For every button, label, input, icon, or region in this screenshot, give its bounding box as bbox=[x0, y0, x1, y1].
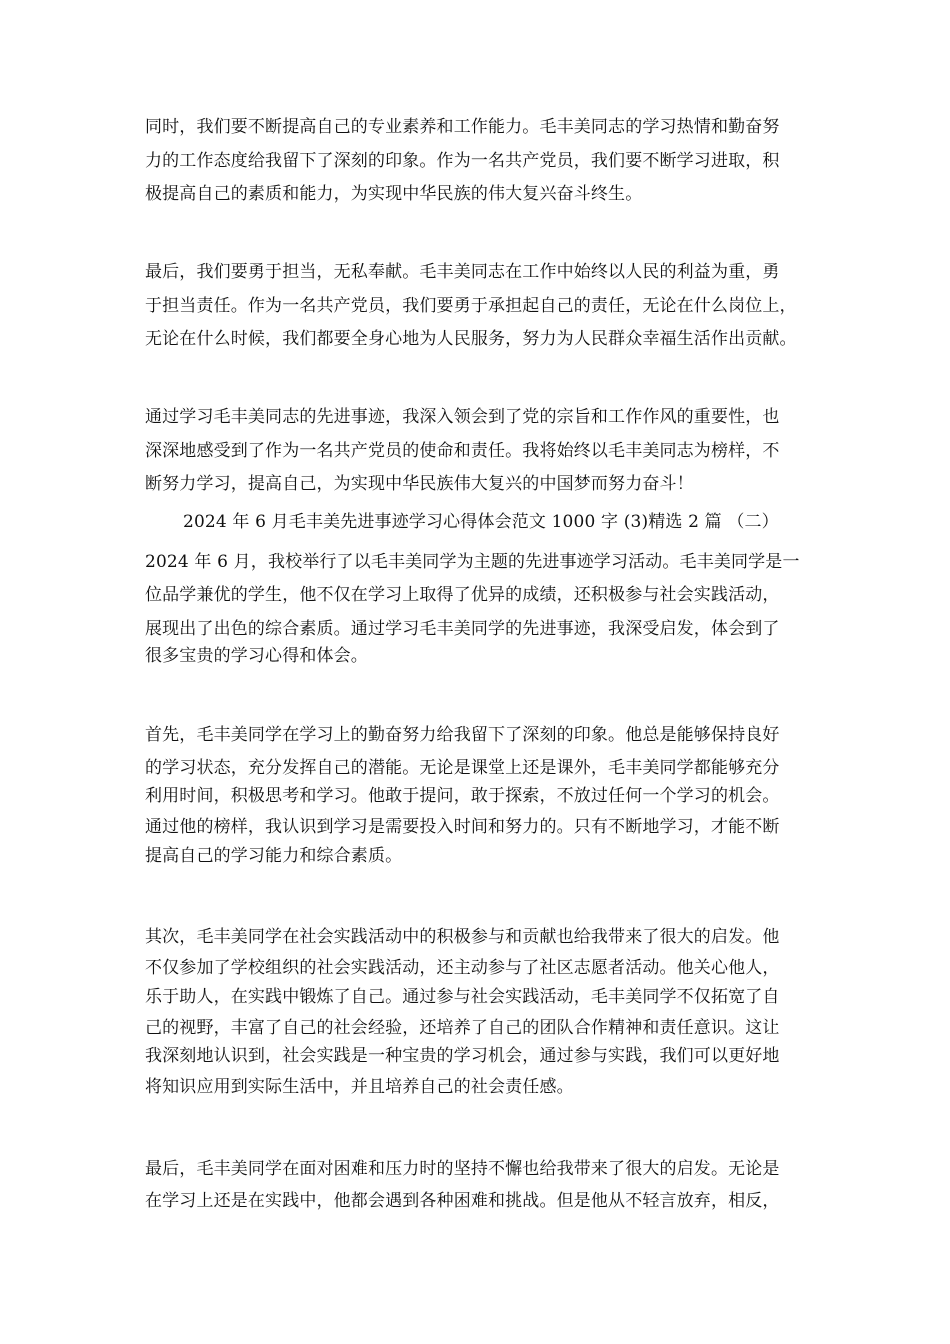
text-line: 利用时间，积极思考和学习。他敢于提问，敢于探索，不放过任何一个学习的机会。 bbox=[145, 786, 780, 806]
text-line: 通过他的榜样，我认识到学习是需要投入时间和努力的。只有不断地学习，才能不断 bbox=[145, 817, 780, 837]
text-line: 2024 年 6 月，我校举行了以毛丰美同学为主题的先进事迹学习活动。毛丰美同学是一 bbox=[145, 552, 800, 572]
text-line: 将知识应用到实际生活中，并且培养自己的社会责任感。 bbox=[145, 1077, 574, 1097]
section-heading: 2024 年 6 月毛丰美先进事迹学习心得体会范文 1000 字 (3)精选 2 篇 （二） bbox=[183, 512, 779, 532]
text-line: 力的工作态度给我留下了深刻的印象。作为一名共产党员，我们要不断学习进取，积 bbox=[145, 151, 780, 171]
text-line: 己的视野，丰富了自己的社会经验，还培养了自己的团队合作精神和责任意识。这让 bbox=[145, 1018, 780, 1038]
text-line: 在学习上还是在实践中，他都会遇到各种困难和挑战。但是他从不轻言放弃，相反， bbox=[145, 1191, 780, 1211]
text-line: 展现出了出色的综合素质。通过学习毛丰美同学的先进事迹，我深受启发，体会到了 bbox=[145, 619, 780, 639]
text-line: 提高自己的学习能力和综合素质。 bbox=[145, 846, 403, 866]
text-line: 最后，我们要勇于担当，无私奉献。毛丰美同志在工作中始终以人民的利益为重，勇 bbox=[145, 262, 780, 282]
text-line: 最后，毛丰美同学在面对困难和压力时的坚持不懈也给我带来了很大的启发。无论是 bbox=[145, 1159, 780, 1179]
text-line: 首先，毛丰美同学在学习上的勤奋努力给我留下了深刻的印象。他总是能够保持良好 bbox=[145, 725, 780, 745]
text-line: 通过学习毛丰美同志的先进事迹，我深入领会到了党的宗旨和工作作风的重要性，也 bbox=[145, 407, 780, 427]
text-line: 很多宝贵的学习心得和体会。 bbox=[145, 646, 368, 666]
text-line: 我深刻地认识到，社会实践是一种宝贵的学习机会，通过参与实践，我们可以更好地 bbox=[145, 1046, 780, 1066]
text-line: 极提高自己的素质和能力，为实现中华民族的伟大复兴奋斗终生。 bbox=[145, 184, 643, 204]
text-line: 于担当责任。作为一名共产党员，我们要勇于承担起自己的责任，无论在什么岗位上， bbox=[145, 296, 797, 316]
text-line: 位品学兼优的学生，他不仅在学习上取得了优异的成绩，还积极参与社会实践活动， bbox=[145, 585, 780, 605]
text-line: 深深地感受到了作为一名共产党员的使命和责任。我将始终以毛丰美同志为榜样，不 bbox=[145, 441, 780, 461]
text-line: 其次，毛丰美同学在社会实践活动中的积极参与和贡献也给我带来了很大的启发。他 bbox=[145, 927, 780, 947]
text-line: 断努力学习，提高自己，为实现中华民族伟大复兴的中国梦而努力奋斗！ bbox=[145, 474, 694, 494]
text-line: 的学习状态，充分发挥自己的潜能。无论是课堂上还是课外，毛丰美同学都能够充分 bbox=[145, 758, 780, 778]
text-line: 乐于助人，在实践中锻炼了自己。通过参与社会实践活动，毛丰美同学不仅拓宽了自 bbox=[145, 987, 780, 1007]
text-line: 同时，我们要不断提高自己的专业素养和工作能力。毛丰美同志的学习热情和勤奋努 bbox=[145, 117, 780, 137]
text-line: 无论在什么时候，我们都要全身心地为人民服务，努力为人民群众幸福生活作出贡献。 bbox=[145, 329, 797, 349]
text-line: 不仅参加了学校组织的社会实践活动，还主动参与了社区志愿者活动。他关心他人， bbox=[145, 958, 780, 978]
